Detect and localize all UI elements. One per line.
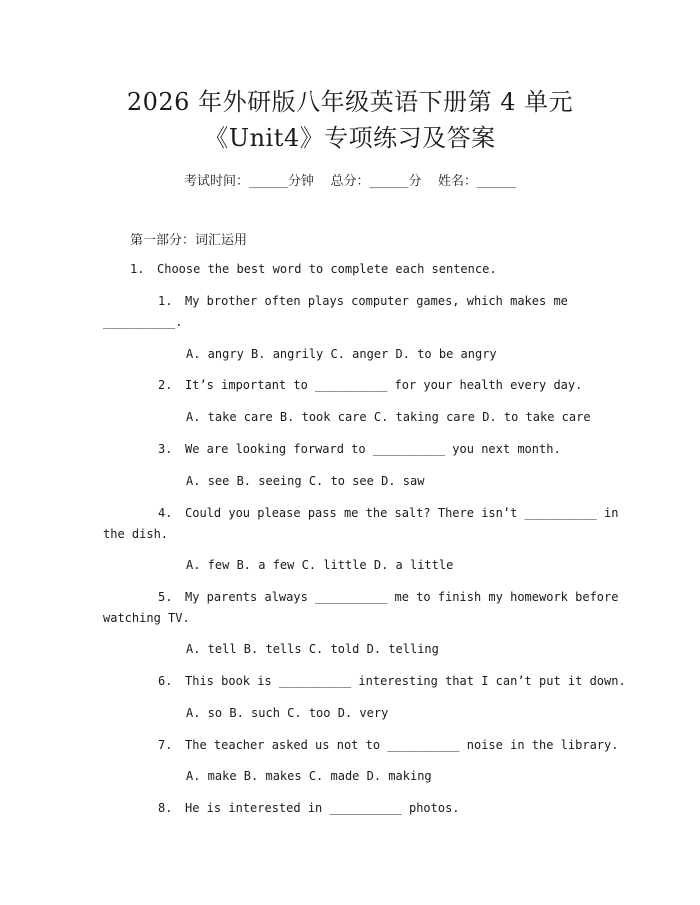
question-number: 7.	[158, 738, 173, 752]
section-title: 第一部分：词汇运用	[130, 233, 248, 248]
instruction-text: Choose the best word to complete each sentence.	[157, 262, 497, 276]
answer-options: A. angry B. angrily C. anger D. to be angry	[186, 347, 497, 361]
question-number: 5.	[158, 590, 173, 604]
question-number: 1.	[158, 294, 173, 308]
answer-options: A. so B. such C. too D. very	[186, 706, 389, 720]
question-number: 4.	[158, 506, 173, 520]
answer-options: A. few B. a few C. little D. a little	[186, 558, 454, 572]
question-text: Could you please pass me the salt? There isn’t __________ in	[185, 506, 619, 520]
exam-info: 考试时间：______分钟 总分：______分 姓名：______	[183, 174, 517, 189]
question-text: My brother often plays computer games, which makes me	[185, 294, 568, 308]
question-text-continued: watching TV.	[103, 611, 190, 625]
answer-options: A. make B. makes C. made D. making	[186, 769, 432, 783]
question-text: He is interested in __________ photos.	[185, 801, 460, 815]
question-text: We are looking forward to __________ you next month.	[185, 442, 561, 456]
instruction-number: 1.	[130, 262, 145, 276]
question-number: 8.	[158, 801, 173, 815]
answer-options: A. take care B. took care C. taking care D. to take care	[186, 410, 591, 424]
question-text: This book is __________ interesting that I can’t put it down.	[185, 674, 626, 688]
answer-options: A. tell B. tells C. told D. telling	[186, 642, 439, 656]
document-title-line-2: 《Unit4》专项练习及答案	[204, 124, 496, 152]
question-text-continued: __________.	[103, 315, 183, 329]
question-text: It’s important to __________ for your health every day.	[185, 378, 583, 392]
question-number: 2.	[158, 378, 173, 392]
answer-options: A. see B. seeing C. to see D. saw	[186, 474, 425, 488]
question-text: The teacher asked us not to __________ noise in the library.	[185, 738, 619, 752]
question-number: 6.	[158, 674, 173, 688]
question-text-continued: the dish.	[103, 527, 169, 541]
question-number: 3.	[158, 442, 173, 456]
document-title-line-1: 2026 年外研版八年级英语下册第 4 单元	[126, 88, 574, 116]
question-text: My parents always __________ me to finish my homework before	[185, 590, 619, 604]
